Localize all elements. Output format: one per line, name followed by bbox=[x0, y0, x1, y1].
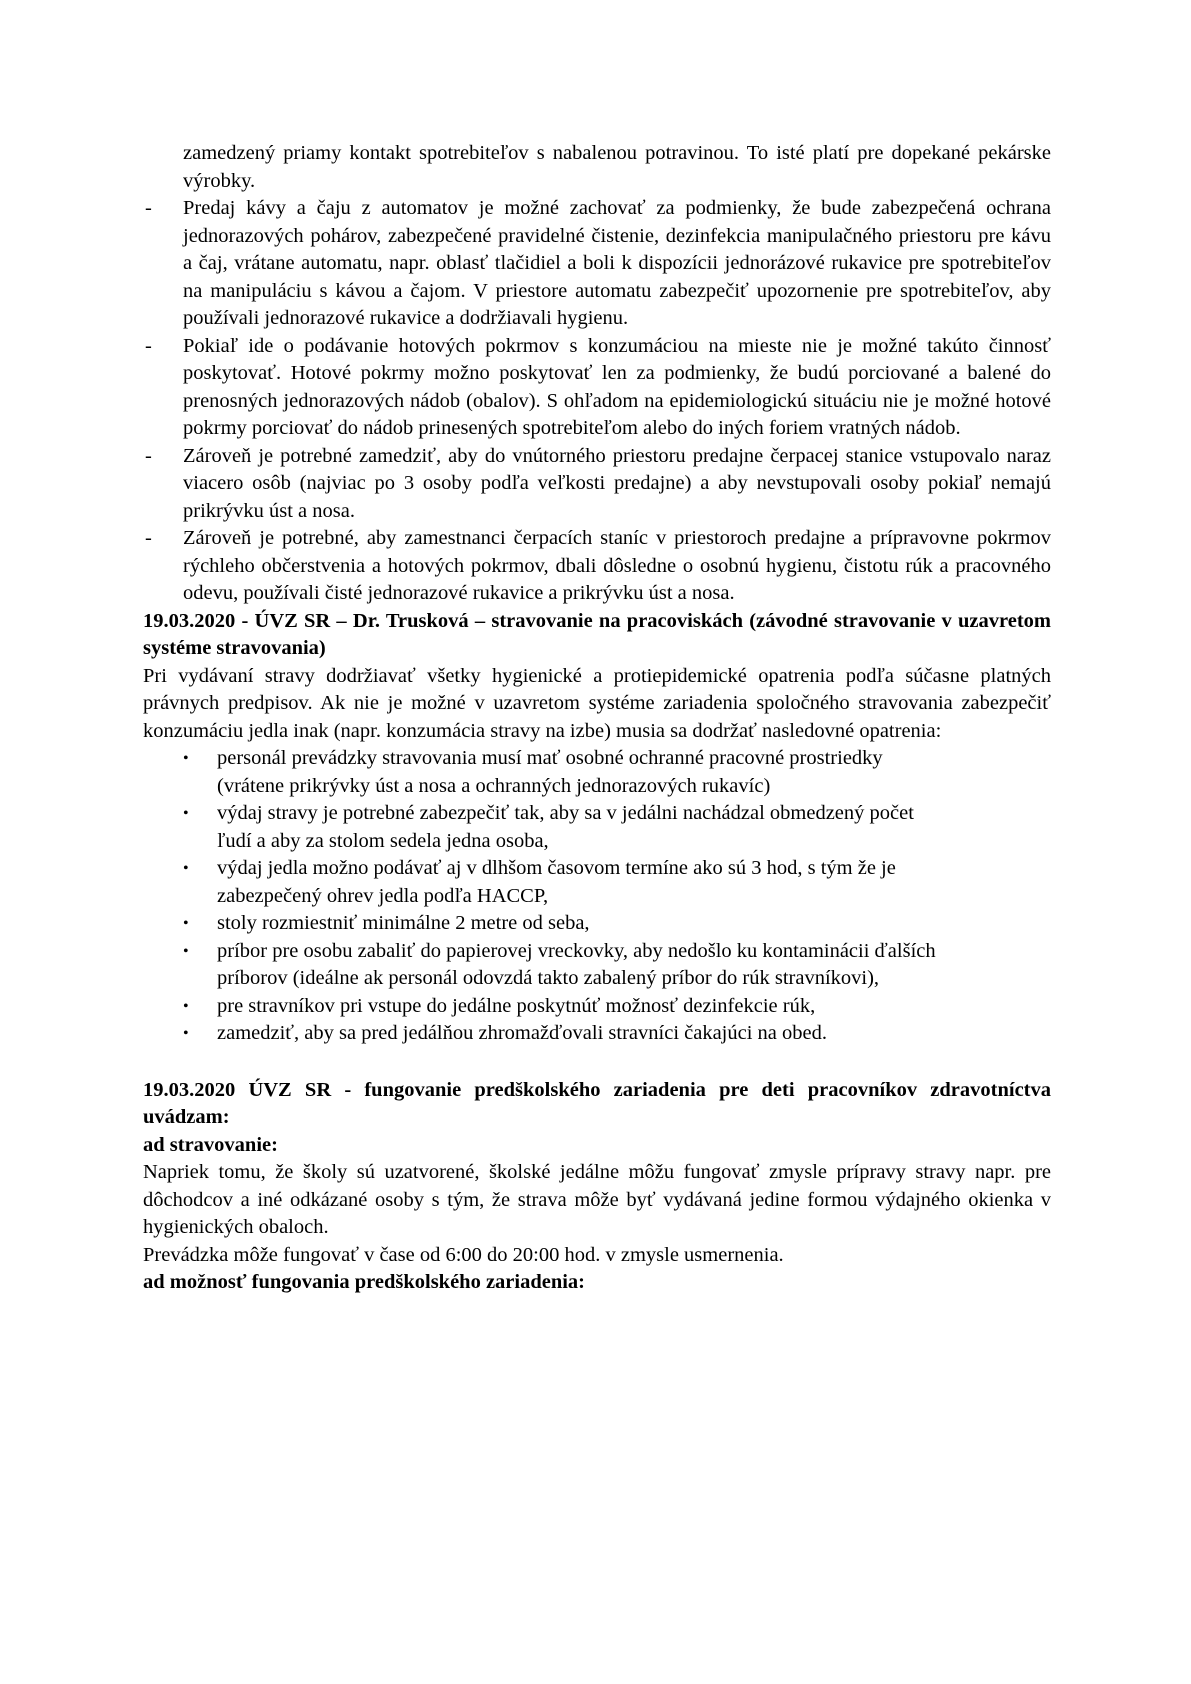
section-heading-preschool: 19.03.2020 ÚVZ SR - fungovanie predškolského zariadenia pre deti pracovníkov zdravotníctva uvádzam: bbox=[143, 1078, 1051, 1128]
bullet-marker: • bbox=[183, 860, 189, 877]
bullet-item-text: výdaj jedla možno podávať aj v dlhšom časovom termíne ako sú 3 hod, s tým že je zabezpečený ohrev jedla podľa HACCP, bbox=[217, 857, 896, 907]
preschool-catering-paragraph: Napriek tomu, že školy sú uzatvorené, školské jedálne môžu fungovať zmysle prípravy stravy napr. pre dôchodcov a iné odkázané osoby s tým, že strava môže byť vydávaná jedine formou výdajného okienka v hygienických obaloch. bbox=[143, 1161, 1051, 1238]
bullet-item-text: personál prevádzky stravovania musí mať osobné ochranné pracovné prostriedky (vrátene prikrývky úst a nosa a ochranných jednorazových rukavíc) bbox=[217, 747, 883, 797]
dash-list-item bbox=[143, 525, 1051, 608]
subheading-catering: ad stravovanie: bbox=[143, 1133, 278, 1156]
bullet-item-text: zamedziť, aby sa pred jedálňou zhromažďovali stravníci čakajúci na obed. bbox=[217, 1022, 827, 1044]
bullet-item-text: príbor pre osobu zabaliť do papierovej vreckovky, aby nedošlo ku kontaminácii ďalších príborov (ideálne ak personál odovzdá takto zabalený príbor do rúk stravníkovi), bbox=[217, 939, 936, 989]
dash-marker: - bbox=[145, 444, 152, 467]
bullet-list-item bbox=[183, 993, 1051, 1021]
section-spacer bbox=[143, 1048, 1051, 1077]
dash-item-text: Zároveň je potrebné zamedziť, aby do vnútorného priestoru predajne čerpacej stanice vstupovalo naraz viacero osôb (najviac po 3 osoby podľa veľkosti predajne) a aby nevstupovali osoby pokiaľ nemajú prikrývku úst a nosa. bbox=[183, 444, 1051, 522]
operating-hours-paragraph: Prevádzka môže fungovať v čase od 6:00 do 20:00 hod. v zmysle usmernenia. bbox=[143, 1243, 784, 1266]
bullet-item-text: stoly rozmiestniť minimálne 2 metre od seba, bbox=[217, 912, 590, 934]
dash-list-item bbox=[143, 443, 1051, 526]
bullet-marker: • bbox=[183, 915, 189, 932]
dash-list-item bbox=[143, 333, 1051, 443]
bullet-list bbox=[183, 745, 1051, 1048]
workplace-catering-paragraph: Pri vydávaní stravy dodržiavať všetky hygienické a protiepidemické opatrenia podľa súčasne platných právnych predpisov. Ak nie je možné v uzavretom systéme zariadenia spoločného stravovania zabezpečiť konzumáciu jedla inak (napr. konzumácia stravy na izbe) musia sa dodržať nasledovné opatrenia: bbox=[143, 664, 1051, 742]
bullet-list-item bbox=[183, 855, 1051, 910]
dash-item-text: Pokiaľ ide o podávanie hotových pokrmov s konzumáciou na mieste nie je možné takúto činnosť poskytovať. Hotové pokrmy možno poskytovať len za podmienky, že budú porciované a balené do prenosných jednorazových nádob (obalov). S ohľadom na epidemiologickú situáciu nie je možné hotové pokrmy porciovať do nádob prinesených spotrebiteľom alebo do iných foriem vratných nádob. bbox=[183, 334, 1051, 439]
dash-item-text: Predaj kávy a čaju z automatov je možné zachovať za podmienky, že bude zabezpečená ochrana jednorazových pohárov, zabezpečené pravidelné čistenie, dezinfekcia manipulačného priestoru pre kávu a čaj, vrátane automatu, napr. oblasť tlačidiel a boli k dispozícii jednorázové rukavice pre spotrebiteľov na manipuláciu s kávou a čajom. V priestore automatu zabezpečiť upozornenie pre spotrebiteľov, aby používali jednorazové rukavice a dodržiavali hygienu. bbox=[183, 197, 1051, 329]
dash-marker: - bbox=[145, 527, 152, 549]
bullet-list-item bbox=[183, 1020, 1051, 1048]
bullet-marker: • bbox=[183, 942, 189, 960]
bullet-marker: • bbox=[183, 1025, 189, 1042]
bullet-item-text: pre stravníkov pri vstupe do jedálne poskytnúť možnosť dezinfekcie rúk, bbox=[217, 994, 816, 1017]
bullet-list-item bbox=[183, 910, 1051, 938]
intro-continuation-paragraph: zamedzený priamy kontakt spotrebiteľov s nabalenou potravinou. To isté platí pre dopekané pekárske výrobky. bbox=[183, 142, 1051, 192]
subheading-preschool-operation: ad možnosť fungovania predškolského zariadenia: bbox=[143, 1271, 586, 1293]
bullet-list-item bbox=[183, 938, 1051, 993]
bullet-list-item bbox=[183, 800, 1051, 855]
bullet-marker: • bbox=[183, 997, 189, 1015]
document-body bbox=[143, 140, 1051, 1297]
dash-list-item bbox=[143, 195, 1051, 333]
section-heading-workplace-catering: 19.03.2020 - ÚVZ SR – Dr. Trusková – stravovanie na pracoviskách (závodné stravovanie v uzavretom systéme stravovania) bbox=[143, 609, 1051, 659]
dash-marker: - bbox=[145, 197, 152, 219]
dash-list bbox=[143, 195, 1051, 608]
bullet-item-text: výdaj stravy je potrebné zabezpečiť tak, aby sa v jedálni nachádzal obmedzený počet ľudí a aby za stolom sedela jedna osoba, bbox=[217, 802, 914, 852]
dash-marker: - bbox=[145, 334, 152, 357]
dash-item-text: Zároveň je potrebné, aby zamestnanci čerpacích staníc v priestoroch predajne a prípravovne pokrmov rýchleho občerstvenia a hotových pokrmov, dbali dôsledne o osobnú hygienu, čistotu rúk a pracovného odevu, používali čisté jednorazové rukavice a prikrývku úst a nosa. bbox=[183, 527, 1051, 604]
bullet-marker: • bbox=[183, 750, 189, 767]
bullet-list-item bbox=[183, 745, 1051, 800]
bullet-marker: • bbox=[183, 805, 189, 822]
